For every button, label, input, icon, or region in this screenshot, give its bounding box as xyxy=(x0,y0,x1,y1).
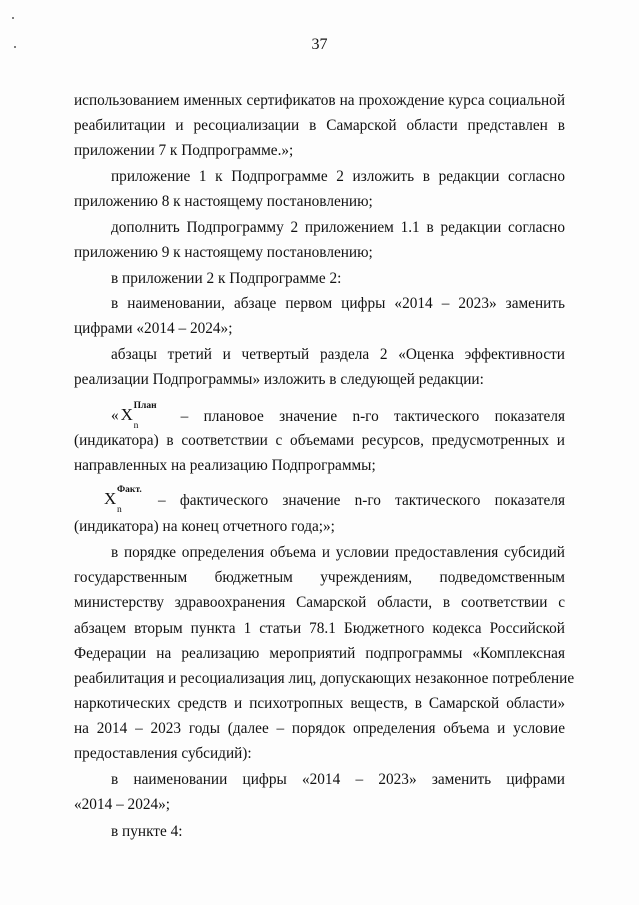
text-line: приложение 1 к Подпрограмме 2 изложить в редакции согласно xyxy=(111,168,565,185)
formula-description: – фактического значение n-го тактического показателя xyxy=(158,492,565,509)
text-line: в наименовании цифры «2014 – 2023» заменить цифрами xyxy=(111,771,565,788)
text-line: дополнить Подпрограмму 2 приложением 1.1 в редакции согласно xyxy=(111,219,565,236)
page-number: 37 xyxy=(311,36,328,53)
text-line: в пункте 4: xyxy=(111,823,183,840)
text-line: государственным бюджетным учреждениям, подведомственным xyxy=(74,569,565,586)
text-line: направленных на реализацию Подпрограммы; xyxy=(74,457,376,474)
formula-superscript: Факт. xyxy=(117,485,142,495)
text-line: Федерации на реализацию мероприятий подпрограммы «Комплексная xyxy=(74,645,565,662)
text-line: приложению 8 к настоящему постановлению; xyxy=(74,193,373,210)
text-line: наркотических средств и психотропных веществ, в Самарской области» xyxy=(74,695,565,712)
scan-speck xyxy=(12,17,14,19)
text-line: на 2014 – 2023 годы (далее – порядок определения объема и условие xyxy=(74,720,565,737)
text-line: реабилитация и ресоциализация лиц, допускающих незаконное потребление xyxy=(74,670,575,687)
text-line: в приложении 2 к Подпрограмме 2: xyxy=(111,270,342,287)
text-line: реабилитации и ресоциализации в Самарской области представлен в xyxy=(74,117,565,134)
formula-subscript: n xyxy=(117,505,122,515)
formula-superscript: План xyxy=(133,401,157,411)
formula-symbol-x-fact xyxy=(104,485,152,515)
text-line: абзацем вторым пункта 1 статьи 78.1 Бюджетного кодекса Российской xyxy=(74,620,565,637)
text-line: (индикатора) в соответствии с объемами ресурсов, предусмотренных и xyxy=(74,432,565,449)
text-line: в порядке определения объема и условии предоставления субсидий xyxy=(111,544,565,561)
formula-base: X xyxy=(104,489,117,508)
formula-base: X xyxy=(120,405,133,424)
open-quote: « xyxy=(111,407,119,424)
text-line: приложении 7 к Подпрограмме.»; xyxy=(74,142,294,159)
text-line: реализации Подпрограммы» изложить в следующей редакции: xyxy=(74,371,484,388)
text-line: министерству здравоохранения Самарской области, в соответствии с xyxy=(74,594,565,611)
text-line: (индикатора) на конец отчетного года;»; xyxy=(74,518,335,535)
formula-description: – плановое значение n-го тактического показателя xyxy=(180,408,565,425)
text-line: использованием именных сертификатов на прохождение курса социальной xyxy=(74,92,565,109)
text-line: цифрами «2014 – 2024»; xyxy=(74,320,233,337)
text-line: приложению 9 к настоящему постановлению; xyxy=(74,244,373,261)
formula-line-fact xyxy=(104,485,565,515)
text-line: в наименовании, абзаце первом цифры «2014 – 2023» заменить xyxy=(111,295,565,312)
text-line: «2014 – 2024»; xyxy=(74,796,171,813)
text-line: абзацы третий и четвертый раздела 2 «Оценка эффективности xyxy=(111,346,565,363)
formula-symbol-x-plan xyxy=(120,401,169,431)
text-line: предоставления субсидий): xyxy=(74,745,252,762)
formula-line-plan xyxy=(111,401,565,431)
formula-subscript: n xyxy=(133,421,139,431)
